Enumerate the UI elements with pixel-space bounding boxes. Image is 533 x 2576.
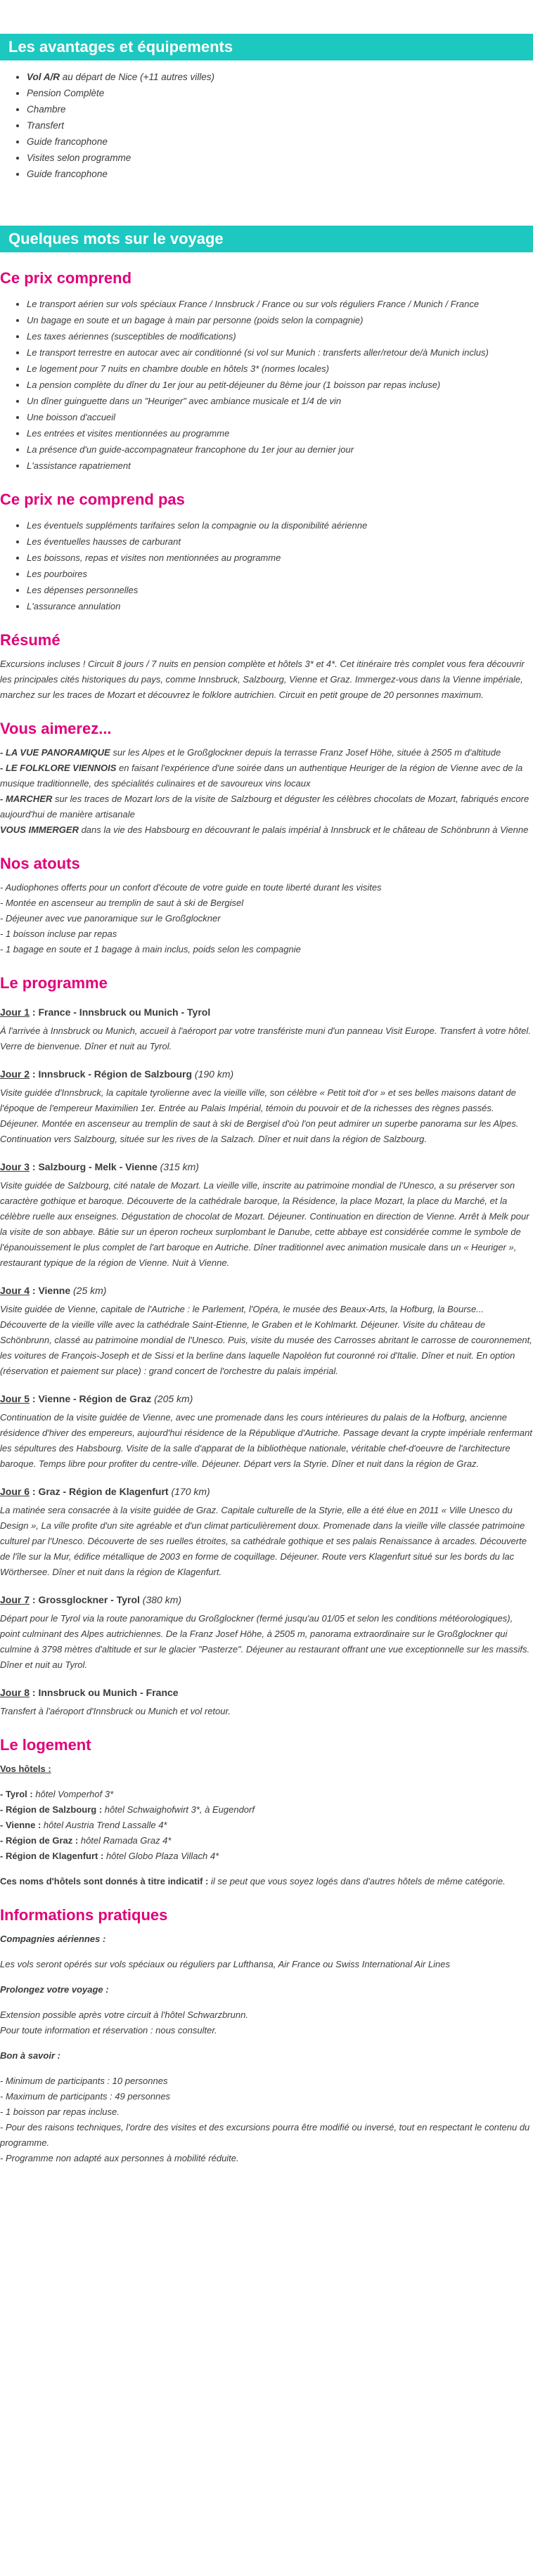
hotel-name: hôtel Ramada Graz 4*	[78, 1835, 172, 1846]
avantage-item	[27, 69, 533, 85]
hotel-region: - Région de Salzbourg :	[0, 1804, 103, 1815]
aimerez-item	[0, 822, 533, 838]
avantage-item	[27, 166, 533, 182]
jour-heading	[0, 1285, 533, 1296]
savoir-item: - Pour des raisons techniques, l'ordre des visites et des excursions pourra être modifié ou inversé, tout en respectant le contenu du programme.	[0, 2122, 530, 2148]
savoir-list	[0, 2073, 533, 2166]
jour-text: Continuation de la visite guidée de Vienne, avec une promenade dans les cours intérieures du palais de la Hofburg, ancienne résidence d'hiver des empereurs, aujourd'hui résidence de la République d'Autriche. Passage devant la crypte impériale renfermant les sépultures des Habsbourg. Visite de la salle d'apparat de la bibliothèque nationale, véritable chef-d'oeuvre de l'architecture baroque. Temps libre pour profiter du centre-ville. Déjeuner. Départ vers la Styrie. Dîner et nuit dans la région de Graz.	[0, 1412, 532, 1469]
hotels-note: Ces noms d'hôtels sont donnés à titre indicatif : il se peut que vous soyez logés dans d'autres hôtels de même catégorie.	[0, 1876, 506, 1886]
jour-text: Visite guidée de Salzbourg, cité natale de Mozart. La vieille ville, inscrite au patrimoine mondial de l'Unesco, a su préserver son caractère gothique et baroque. Découverte de la cathédrale baroque, la Résidence, la place Mozart, la place du Marché, et la célèbre ruelle aux enseignes. Dégustation de chocolat de Mozart. Déjeuner. Continuation en direction de Vienne. Arrêt à Melk pour la visite de son abbaye. Bâtie sur un éperon rocheux surplombant le Danube, cette abbaye est considérée comme le symbole de l'épanouissement le plus complet de l'art baroque en Autriche. Dîner traditionnel avec animation musicale dans un « Heuriger », restaurant typique de la région de Vienne. Nuit à Vienne.	[0, 1180, 529, 1268]
jour-distance: (205 km)	[151, 1393, 193, 1404]
prolongez-label: Prolongez votre voyage :	[0, 1984, 109, 1995]
aimerez-bold: - LE FOLKLORE VIENNOIS	[0, 763, 117, 773]
jour-label: Jour 6	[0, 1486, 30, 1497]
avantage-text: Transfert	[27, 120, 65, 131]
compagnies-label: Compagnies aériennes :	[0, 1934, 106, 1944]
hotel-region: - Tyrol :	[0, 1789, 33, 1799]
price-item: • Les taxes aériennes (susceptibles de modifications)	[27, 328, 533, 344]
price-item: • Le transport aérien sur vols spéciaux France / Innsbruck / France ou sur vols réguliers France / Munich / France	[27, 296, 533, 312]
avantage-item	[27, 134, 533, 150]
prolongez-text-2: Pour toute information et réservation : nous consulter.	[0, 2025, 217, 2035]
avantage-text: Guide francophone	[27, 136, 108, 147]
price-item: • La présence d'un guide-accompagnateur francophone du 1er jour au dernier jour	[27, 441, 533, 458]
price-item: • Les pourboires	[27, 566, 533, 582]
avantage-text: au départ de Nice (+11 autres villes)	[60, 72, 214, 82]
price-item: • Une boisson d'accueil	[27, 409, 533, 425]
aimerez-item	[0, 745, 533, 760]
jour-label: Jour 4	[0, 1285, 30, 1296]
price-item: • L'assistance rapatriement	[27, 458, 533, 474]
savoir-item: - Minimum de participants : 10 personnes	[0, 2076, 168, 2086]
avantage-item	[27, 101, 533, 117]
jour-label: Jour 5	[0, 1393, 30, 1404]
hotels-label: Vos hôtels :	[0, 1763, 51, 1774]
hotel-name: hôtel Globo Plaza Villach 4*	[103, 1851, 219, 1861]
hotel-item	[0, 1818, 533, 1833]
avantage-item	[27, 150, 533, 166]
ne-comprend-heading: Ce prix ne comprend pas	[0, 491, 185, 508]
jour-heading	[0, 1486, 533, 1497]
jour-heading	[0, 1068, 533, 1080]
jour-heading	[0, 1393, 533, 1404]
price-item: • Les éventuels suppléments tarifaires selon la compagnie ou la disponibilité aérienne	[27, 517, 533, 533]
programme-list	[0, 1007, 533, 1719]
price-item: • Les boissons, repas et visites non mentionnées au programme	[27, 550, 533, 566]
ne-comprend-list	[0, 517, 533, 614]
jour-title: : Innsbruck ou Munich - France	[30, 1687, 179, 1698]
avantages-list	[0, 69, 533, 182]
aimerez-text: dans la vie des Habsbourg en découvrant le palais impérial à Innsbruck et le château de Schönbrunn à Vienne	[78, 824, 529, 835]
atouts-heading: Nos atouts	[0, 855, 80, 872]
avantage-text: Guide francophone	[27, 169, 108, 179]
price-item: • Un bagage en soute et un bagage à main par personne (poids selon la compagnie)	[27, 312, 533, 328]
savoir-item: - 1 boisson par repas incluse.	[0, 2106, 120, 2117]
avantage-bold: Vol A/R	[27, 72, 60, 82]
price-item: • Les entrées et visites mentionnées au programme	[27, 425, 533, 441]
jour-distance: (315 km)	[157, 1161, 199, 1172]
price-item: • Les dépenses personnelles	[27, 582, 533, 598]
hotels-list	[0, 1787, 533, 1864]
avantage-item	[27, 117, 533, 134]
aimerez-bold: - MARCHER	[0, 794, 53, 804]
hotel-item	[0, 1802, 533, 1818]
aimerez-text: sur les traces de Mozart lors de la visite de Salzbourg et déguster les célèbres chocolats de Mozart, fabriqués encore aujourd'hui de manière artisanale	[0, 794, 529, 820]
jour-heading	[0, 1687, 533, 1698]
savoir-label: Bon à savoir :	[0, 2050, 60, 2061]
jour-title: : Vienne - Région de Graz	[30, 1393, 152, 1404]
jour-text: Visite guidée de Vienne, capitale de l'Autriche : le Parlement, l'Opéra, le musée des Beaux-Arts, la Hofburg, la Bourse... Découverte de la vieille ville avec la cathédrale Saint-Etienne, le Graben et le Kohlmarkt. Déjeuner. Visite du château de Schönbrunn, classé au patrimoine mondial de l'Unesco. Puis, visite du musée des Carrosses abritant le carrosse de couronnement, les voitures de François-Joseph et de Sissi et la berline dans laquelle Napoléon fut couronné roi d'Italie. Dîner et nuit. En option (réservation et paiement sur place) : grand concert de l'orchestre du palais impérial.	[0, 1304, 532, 1376]
jour-heading	[0, 1161, 533, 1172]
avantage-text: Visites selon programme	[27, 153, 131, 163]
aimerez-text: en faisant l'expérience d'une soirée dans un authentique Heuriger de la région de Vienne avec de la musique traditionnelle, des spécialités culinaires et de savoureux vins locaux	[0, 763, 523, 789]
avantage-text: Chambre	[27, 104, 66, 115]
atout-item: - Montée en ascenseur au tremplin de saut à ski de Bergisel	[0, 898, 244, 908]
hotel-region: - Région de Graz :	[0, 1835, 79, 1846]
page	[0, 34, 533, 2166]
atout-item: - 1 bagage en soute et 1 bagage à main inclus, poids selon les compagnie	[0, 944, 301, 954]
logement-heading: Le logement	[0, 1736, 91, 1754]
comprend-list	[0, 296, 533, 474]
atouts-list	[0, 880, 533, 957]
jour-distance: (25 km)	[70, 1285, 107, 1296]
jour-heading	[0, 1007, 533, 1018]
aimerez-text: sur les Alpes et le Großglockner depuis la terrasse Franz Josef Höhe, située à 2505 m d'altitude	[110, 747, 501, 758]
price-item: • Un dîner guinguette dans un "Heuriger" avec ambiance musicale et 1/4 de vin	[27, 393, 533, 409]
jour-label: Jour 1	[0, 1007, 30, 1018]
resume-heading: Résumé	[0, 631, 60, 649]
jour-text: La matinée sera consacrée à la visite guidée de Graz. Capitale culturelle de la Styrie, elle a été élue en 2011 « Ville Unesco du Design », La ville profite d'un site agréable et d'un climat particulièrement doux. Promenade dans la vieille ville classée patrimoine culturel par l'Unesco. Découverte de ses ruelles étroites, sa cathédrale gothique et ses palais Renaissance à arcades. Découverte de l'île sur la Mur, édifice métallique de 2003 en forme de coquillage. Déjeuner. Route vers Klagenfurt situé sur les bords du lac Wörthersee. Dîner et nuit dans la région de Klagenfurt.	[0, 1505, 527, 1577]
jour-title: : Grossglockner - Tyrol	[30, 1594, 140, 1605]
aimerez-bold: - LA VUE PANORAMIQUE	[0, 747, 110, 758]
comprend-heading: Ce prix comprend	[0, 269, 132, 287]
avantage-item	[27, 85, 533, 101]
hotel-region: - Vienne :	[0, 1820, 41, 1830]
price-item: • Le transport terrestre en autocar avec air conditionné (si vol sur Munich : transferts aller/retour de/à Munich inclus)	[27, 344, 533, 361]
jour-title: : Innsbruck - Région de Salzbourg	[30, 1068, 193, 1080]
prolongez-text-1: Extension possible après votre circuit à l'hôtel Schwarzbrunn.	[0, 2009, 248, 2020]
atout-item: - 1 boisson incluse par repas	[0, 928, 117, 939]
infos-heading: Informations pratiques	[0, 1906, 168, 1924]
resume-text: Excursions incluses ! Circuit 8 jours / 7 nuits en pension complète et hôtels 3* et 4*. Cet itinéraire très complet vous fera découvrir les principales cités historiques du pays, comme Innsbruck, Salzbourg, Vienne et Graz. Immergez-vous dans la Vienne impériale, marchez sur les traces de Mozart et découvrez le folklore autrichien. Circuit en petit groupe de 20 personnes maximum.	[0, 659, 525, 700]
hotel-item	[0, 1787, 533, 1802]
hotel-region: - Région de Klagenfurt :	[0, 1851, 104, 1861]
jour-title: : France - Innsbruck ou Munich - Tyrol	[30, 1007, 211, 1018]
jour-text: Visite guidée d'Innsbruck, la capitale tyrolienne avec la vieille ville, son célèbre « Petit toit d'or » et ses belles maisons datant de l'époque de l'empereur Maximilien 1er. Entrée au Palais Impérial, témoin du pouvoir et de la richesses des règnes passés. Déjeuner. Montée en ascenseur au tremplin de saut à ski de Bergisel d'où l'on peut admirer un superbe panorama sur les Alpes. Continuation vers Salzbourg, située sur les rives de la Salzach. Dîner et nuit dans la région de Salzbourg.	[0, 1087, 519, 1144]
hotel-name: hôtel Vomperhof 3*	[32, 1789, 114, 1799]
aimerez-item	[0, 791, 533, 822]
section-banner-avantages: Les avantages et équipements	[0, 34, 533, 60]
price-item: • L'assurance annulation	[27, 598, 533, 614]
compagnies-text: Les vols seront opérés sur vols spéciaux ou réguliers par Lufthansa, Air France ou Swiss International Air Lines	[0, 1959, 450, 1969]
jour-label: Jour 3	[0, 1161, 30, 1172]
jour-distance: (380 km)	[139, 1594, 182, 1605]
aimerez-item	[0, 760, 533, 791]
jour-label: Jour 2	[0, 1068, 30, 1080]
jour-text: Départ pour le Tyrol via la route panoramique du Großglockner (fermé jusqu'au 01/05 et selon les conditions météorologiques), point culminant des Alpes autrichiennes. De la Franz Josef Höhe, à 2505 m, panorama extraordinaire sur le Großglockner qui culmine à 3798 mètres d'altitude et sur le glacier "Pasterze". Déjeuner au restaurant offrant une vue exceptionnelle sur les massifs. Dîner et nuit au Tyrol.	[0, 1613, 530, 1670]
hotel-item	[0, 1833, 533, 1849]
savoir-item: - Programme non adapté aux personnes à mobilité réduite.	[0, 2153, 239, 2163]
jour-heading	[0, 1594, 533, 1605]
jour-text: À l'arrivée à Innsbruck ou Munich, accueil à l'aéroport par votre transfériste muni d'un panneau Visit Europe. Transfert à votre hôtel. Verre de bienvenue. Dîner et nuit au Tyrol.	[0, 1025, 531, 1051]
section-banner-voyage: Quelques mots sur le voyage	[0, 226, 533, 252]
hotel-name: hôtel Schwaighofwirt 3*, à Eugendorf	[102, 1804, 255, 1815]
aimerez-bold: VOUS IMMERGER	[0, 824, 79, 835]
voyage-content	[0, 269, 533, 2166]
aimerez-list	[0, 745, 533, 838]
programme-heading: Le programme	[0, 974, 108, 992]
jour-distance: (190 km)	[192, 1068, 234, 1080]
aimerez-heading: Vous aimerez...	[0, 720, 112, 737]
jour-title: : Salzbourg - Melk - Vienne	[30, 1161, 158, 1172]
hotel-item	[0, 1849, 533, 1864]
savoir-item: - Maximum de participants : 49 personnes	[0, 2091, 171, 2102]
jour-label: Jour 8	[0, 1687, 30, 1698]
price-item: • Le logement pour 7 nuits en chambre double en hôtels 3* (normes locales)	[27, 361, 533, 377]
jour-title: : Graz - Région de Klagenfurt	[30, 1486, 169, 1497]
price-item: • La pension complète du dîner du 1er jour au petit-déjeuner du 8ème jour (1 boisson par repas incluse)	[27, 377, 533, 393]
avantage-text: Pension Complète	[27, 88, 105, 98]
jour-distance: (170 km)	[168, 1486, 210, 1497]
jour-text: Transfert à l'aéroport d'Innsbruck ou Munich et vol retour.	[0, 1706, 231, 1716]
atout-item: - Déjeuner avec vue panoramique sur le Großglockner	[0, 913, 221, 924]
price-item: • Les éventuelles hausses de carburant	[27, 533, 533, 550]
jour-title: : Vienne	[30, 1285, 71, 1296]
atout-item: - Audiophones offerts pour un confort d'écoute de votre guide en toute liberté durant les visites	[0, 882, 382, 893]
jour-label: Jour 7	[0, 1594, 30, 1605]
hotel-name: hôtel Austria Trend Lassalle 4*	[41, 1820, 167, 1830]
